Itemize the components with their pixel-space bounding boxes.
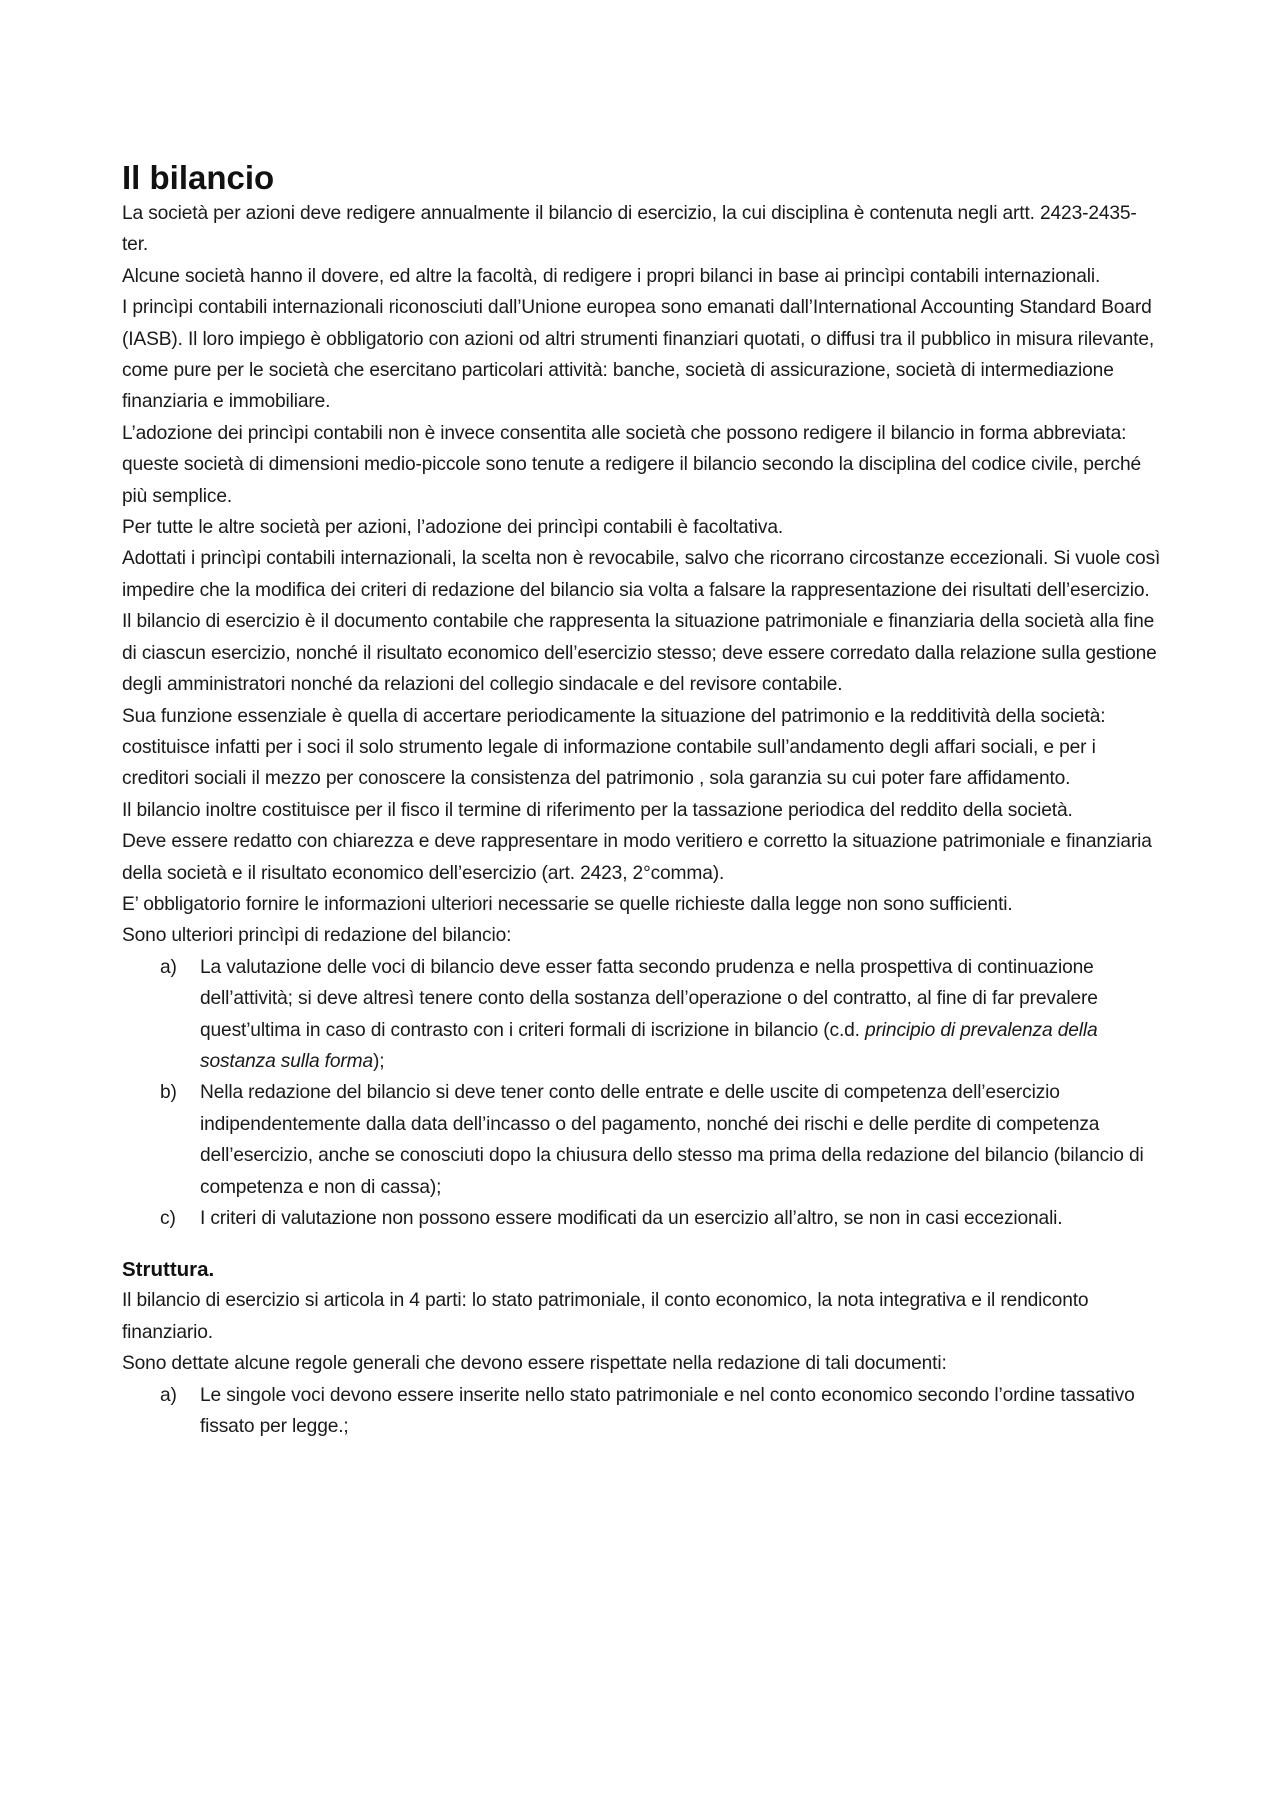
paragraph: La società per azioni deve redigere annualmente il bilancio di esercizio, la cui disciplina è contenuta negli artt. 2423-2435-ter. xyxy=(122,203,1137,256)
list-item xyxy=(122,1203,1162,1234)
list-item xyxy=(122,952,1162,1078)
list-item-text: La valutazione delle voci di bilancio deve esser fatta secondo prudenza e nella prospettiva di continuazione dell’attività; si deve altresì tenere conto della sostanza dell’operazione o del contratto, al fine di far prevalere quest’ultima in caso di contrasto con i criteri formali di iscrizione in bilancio (c.d. xyxy=(200,956,1098,1041)
paragraph: Per tutte le altre società per azioni, l’adozione dei princìpi contabili è facoltativa. xyxy=(122,517,784,539)
list-item-italic-text: principio di prevalenza della sostanza sulla forma xyxy=(200,1019,1098,1072)
document-body xyxy=(122,198,1162,1234)
paragraph: Il bilancio di esercizio si articola in 4 parti: lo stato patrimoniale, il conto economico, la nota integrativa e il rendiconto finanziario. xyxy=(122,1290,1089,1343)
page-title: Il bilancio xyxy=(122,159,275,196)
list-item xyxy=(122,1077,1162,1203)
paragraph: Il bilancio inoltre costituisce per il fisco il termine di riferimento per la tassazione periodica del reddito della società. xyxy=(122,799,1073,821)
section-body xyxy=(122,1285,1162,1442)
list-marker: b) xyxy=(160,1082,177,1104)
paragraph: Il bilancio di esercizio è il documento contabile che rappresenta la situazione patrimoniale e finanziaria della società alla fine di ciascun esercizio, nonché il risultato economico dell’esercizio stesso; deve essere corredato dalla relazione sulla gestione degli amministratori nonché da relazioni del collegio sindacale e del revisore contabile. xyxy=(122,611,1157,696)
paragraph: Alcune società hanno il dovere, ed altre la facoltà, di redigere i propri bilanci in base ai princìpi contabili internazionali. xyxy=(122,265,1101,287)
list-item-text: I criteri di valutazione non possono essere modificati da un esercizio all’altro, se non in casi eccezionali. xyxy=(200,1208,1063,1229)
paragraph: Sua funzione essenziale è quella di accertare periodicamente la situazione del patrimonio e la redditività della società: costituisce infatti per i soci il solo strumento legale di informazione contabile sull’andamento degli affari sociali, e per i creditori sociali il mezzo per conoscere la consistenza del patrimonio , sola garanzia su cui poter fare affidamento. xyxy=(122,705,1106,790)
rules-list xyxy=(122,1380,1162,1443)
paragraph: I princìpi contabili internazionali riconosciuti dall’Unione europea sono emanati dall’International Accounting Standard Board (IASB). Il loro impiego è obbligatorio con azioni od altri strumenti finanziari quotati, o diffusi tra il pubblico in misura rilevante, come pure per le società che esercitano particolari attività: banche, società di assicurazione, società di intermediazione finanziaria e immobiliare. xyxy=(122,297,1155,413)
list-marker: a) xyxy=(160,1384,177,1406)
list-item-text: Nella redazione del bilancio si deve tener conto delle entrate e delle uscite di competenza dell’esercizio indipendentemente dalla data dell’incasso o del pagamento, nonché dei rischi e delle perdite di competenza dell’esercizio, anche se conosciuti dopo la chiusura dello stesso ma prima della redazione del bilancio (bilancio di competenza e non di cassa); xyxy=(200,1082,1144,1198)
paragraph: Adottati i princìpi contabili internazionali, la scelta non è revocabile, salvo che ricorrano circostanze eccezionali. Si vuole così impedire che la modifica dei criteri di redazione del bilancio sia volta a falsare la rappresentazione dei risultati dell’esercizio. xyxy=(122,548,1161,601)
list-item xyxy=(122,1380,1162,1443)
principles-list xyxy=(122,952,1162,1235)
document-page xyxy=(122,150,1162,1442)
paragraph: Sono dettate alcune regole generali che devono essere rispettate nella redazione di tali documenti: xyxy=(122,1353,947,1375)
paragraph: E’ obbligatorio fornire le informazioni ulteriori necessarie se quelle richieste dalla legge non sono sufficienti. xyxy=(122,893,1013,915)
paragraph: L’adozione dei princìpi contabili non è invece consentita alle società che possono redigere il bilancio in forma abbreviata: queste società di dimensioni medio-piccole sono tenute a redigere il bilancio secondo la disciplina del codice civile, perché più semplice. xyxy=(122,422,1142,507)
list-marker: c) xyxy=(160,1208,176,1229)
list-item-text-end: ); xyxy=(372,1050,385,1072)
paragraph: Sono ulteriori princìpi di redazione del bilancio: xyxy=(122,925,512,947)
list-marker: a) xyxy=(160,956,177,978)
section-heading: Struttura. xyxy=(122,1258,215,1282)
list-item-text: Le singole voci devono essere inserite nello stato patrimoniale e nel conto economico secondo l’ordine tassativo fissato per legge.; xyxy=(200,1384,1135,1438)
paragraph: Deve essere redatto con chiarezza e deve rappresentare in modo veritiero e corretto la situazione patrimoniale e finanziaria della società e il risultato economico dell’esercizio (art. 2423, 2°comma). xyxy=(122,831,1152,884)
